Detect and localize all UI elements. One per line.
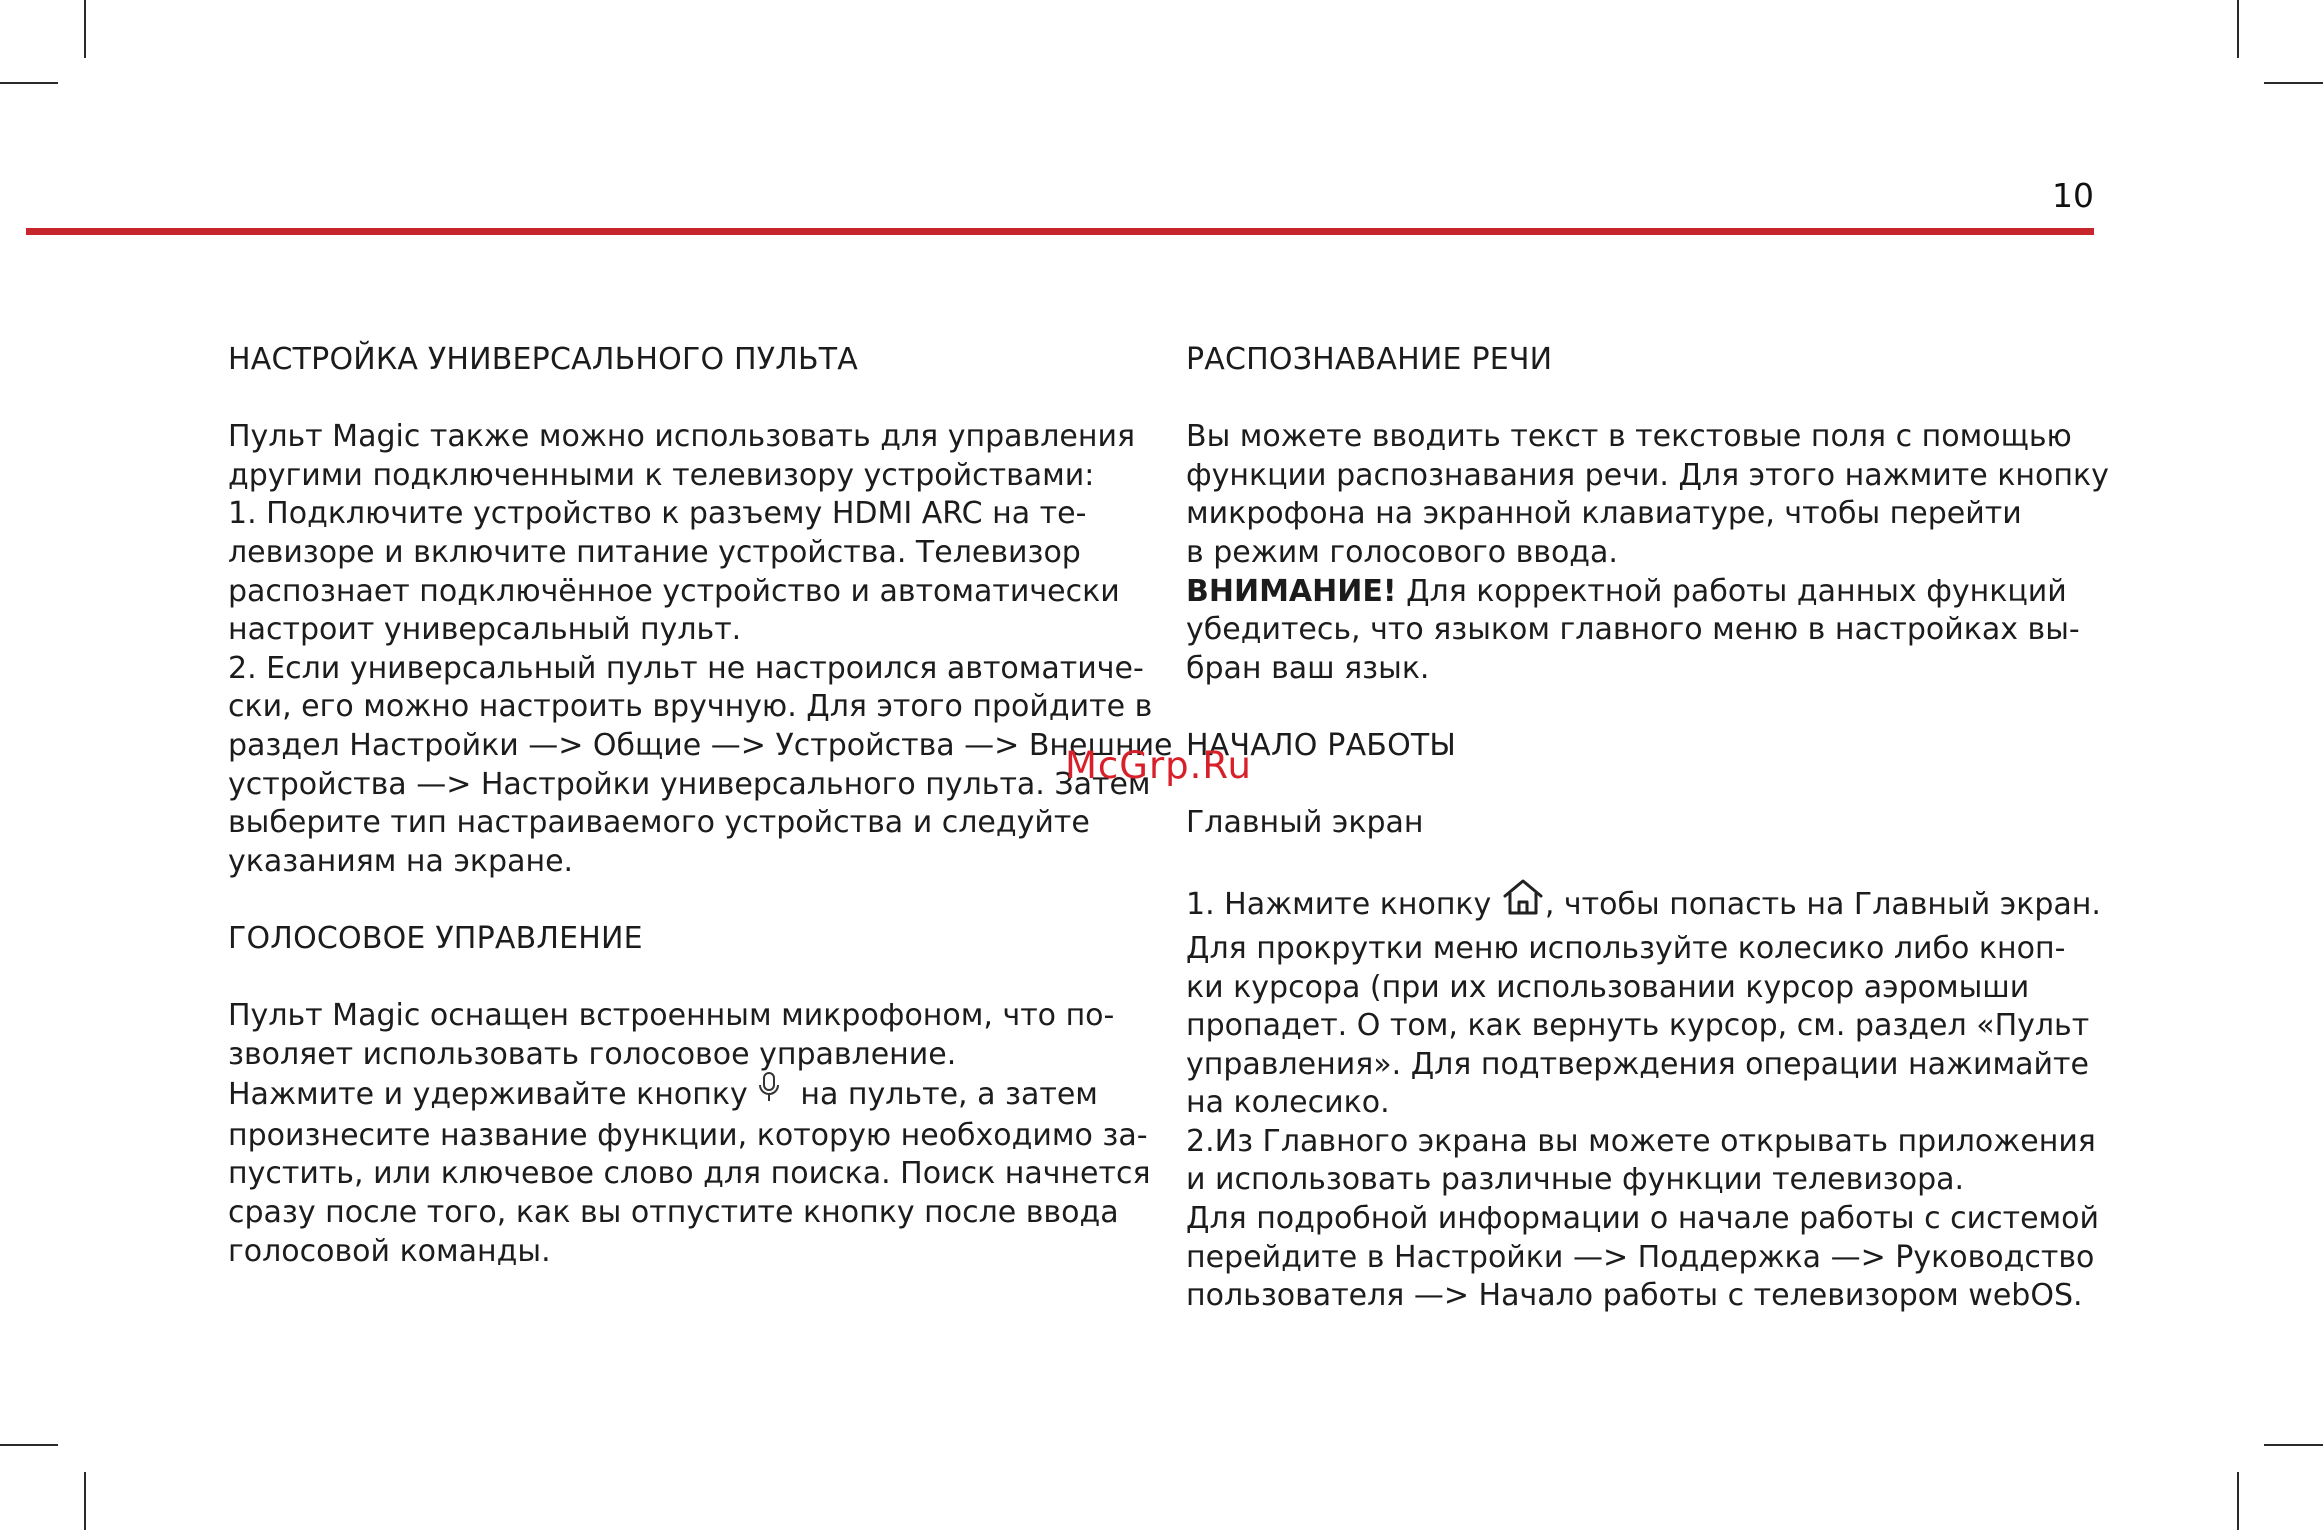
crop-mark: [2264, 1444, 2323, 1446]
body-line: управления». Для подтверждения операции нажимайте: [1186, 1046, 2089, 1082]
crop-mark: [84, 0, 86, 58]
body-line: Вы можете вводить текст в текстовые поля с помощью: [1186, 419, 2072, 455]
watermark-text: McGrp.Ru: [1065, 744, 1252, 787]
body-line: сразу после того, как вы отпустите кнопку после ввода: [228, 1195, 1119, 1231]
crop-mark: [0, 1444, 58, 1446]
mic-line-start: Нажмите и удерживайте кнопку: [228, 1077, 748, 1113]
body-line: выберите тип настраиваемого устройства и следуйте: [228, 805, 1090, 841]
body-line: указаниям на экране.: [228, 843, 574, 879]
body-line: пользователя —> Начало работы с телевизором webOS.: [1186, 1278, 2083, 1314]
body-line: пропадет. О том, как вернуть курсор, см. раздел «Пульт: [1186, 1008, 2090, 1044]
body-line: Для прокрутки меню используйте колесико либо кноп-: [1186, 930, 2066, 966]
body-line: устройства —> Настройки универсального пульта. Затем: [228, 766, 1151, 802]
section-heading-voice-control: ГОЛОСОВОЕ УПРАВЛЕНИЕ: [228, 920, 643, 956]
mic-instruction-line: [228, 1074, 1148, 1117]
body-line: настроит универсальный пульт.: [228, 612, 742, 648]
body-line: Пульт Magic также можно использовать для управления: [228, 419, 1136, 455]
body-line: 2. Если универсальный пульт не настроился автоматиче-: [228, 650, 1144, 686]
body-line: 1. Подключите устройство к разъему HDMI ARC на те-: [228, 496, 1087, 532]
right-column: [1186, 341, 2116, 1316]
section-heading-universal-remote: НАСТРОЙКА УНИВЕРСАЛЬНОГО ПУЛЬТА: [228, 342, 859, 377]
body-line: 2.Из Главного экрана вы можете открывать приложения: [1186, 1123, 2096, 1159]
body-line: Пульт Magic оснащен встроенным микрофоном, что по-: [228, 998, 1115, 1034]
body-line: микрофона на экранной клавиатуре, чтобы перейти: [1186, 496, 2022, 532]
crop-mark: [2237, 1472, 2239, 1530]
section-heading-speech-recognition: РАСПОЗНАВАНИЕ РЕЧИ: [1186, 342, 1553, 377]
page-number: 10: [2052, 176, 2094, 215]
body-line: и использовать различные функции телевизора.: [1186, 1162, 1965, 1198]
crop-mark: [84, 1472, 86, 1530]
body-line: зволяет использовать голосовое управление.: [228, 1036, 957, 1072]
header-rule: [26, 228, 2094, 235]
body-line: функции распознавания речи. Для этого нажмите кнопку: [1186, 457, 2109, 493]
subheading-home-screen: Главный экран: [1186, 805, 1424, 841]
crop-mark: [2237, 0, 2239, 58]
body-line: ки курсора (при их использовании курсор аэромыши: [1186, 969, 2030, 1005]
body-line: на колесико.: [1186, 1085, 1390, 1121]
body-line: убедитесь, что языком главного меню в настройках вы-: [1186, 612, 2080, 648]
body-line: произнесите название функции, которую необходимо за-: [228, 1117, 1148, 1153]
mic-line-end: на пульте, а затем: [800, 1077, 1098, 1113]
section-heading-getting-started: НАЧАЛО РАБОТЫ: [1186, 727, 1457, 763]
body-line: раздел Настройки —> Общие —> Устройства —> Внешние: [228, 727, 1173, 763]
body-line: пустить, или ключевое слово для поиска. Поиск начнется: [228, 1156, 1151, 1192]
warning-label: ВНИМАНИЕ!: [1186, 573, 1397, 609]
body-line: распознает подключённое устройство и автоматически: [228, 573, 1120, 609]
warning-line: [1186, 573, 2116, 612]
home-instruction-line: [1186, 881, 2116, 930]
body-line: левизоре и включите питание устройства. Телевизор: [228, 534, 1081, 570]
crop-mark: [2264, 82, 2323, 84]
body-line: перейдите в Настройки —> Поддержка —> Руководство: [1186, 1239, 2095, 1275]
home-icon: [1501, 878, 1545, 927]
body-line: голосовой команды.: [228, 1233, 551, 1269]
body-line: Для подробной информации о начале работы с системой: [1186, 1201, 2100, 1237]
home-line-end: , чтобы попасть на Главный экран.: [1544, 887, 2101, 923]
home-line-start: 1. Нажмите кнопку: [1186, 887, 1492, 923]
body-line: другими подключенными к телевизору устройствами:: [228, 457, 1095, 493]
body-line: ски, его можно настроить вручную. Для этого пройдите в: [228, 689, 1153, 725]
body-line: в режим голосового ввода.: [1186, 534, 1618, 570]
body-line: бран ваш язык.: [1186, 650, 1430, 686]
warning-text: Для корректной работы данных функций: [1396, 573, 2067, 609]
microphone-icon: [757, 1071, 781, 1114]
crop-mark: [0, 82, 58, 84]
